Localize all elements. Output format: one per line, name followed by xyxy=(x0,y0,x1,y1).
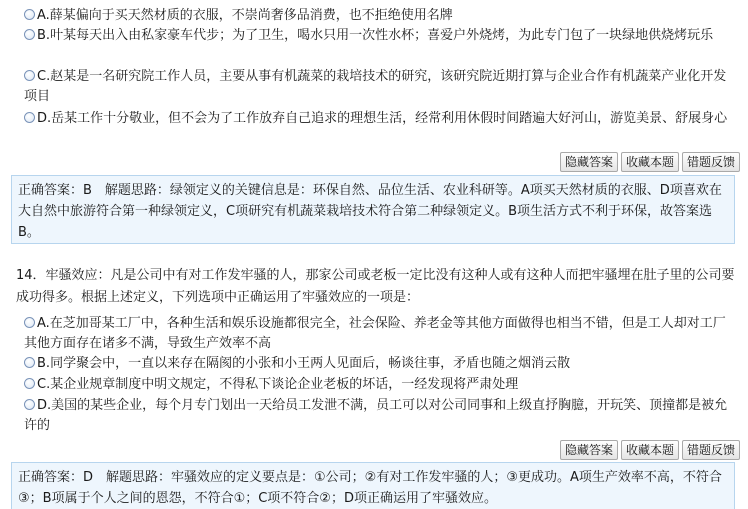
option-letter: A. xyxy=(37,8,50,23)
radio-icon[interactable] xyxy=(24,357,35,368)
favorite-button[interactable]: 收藏本题 xyxy=(621,440,679,460)
option-text: 某企业规章制度中明文规定，不得私下谈论企业老板的坏话，一经发现将严肃处理 xyxy=(50,377,519,392)
radio-icon[interactable] xyxy=(24,317,35,328)
hide-answer-button[interactable]: 隐藏答案 xyxy=(560,440,618,460)
hide-answer-button[interactable]: 隐藏答案 xyxy=(560,152,618,172)
favorite-button[interactable]: 收藏本题 xyxy=(621,152,679,172)
q13-option-b[interactable] xyxy=(24,26,736,46)
q13-option-c[interactable] xyxy=(24,67,736,107)
q14-option-d[interactable] xyxy=(24,396,736,436)
option-text: 叶某每天出入由私家豪车代步；为了卫生，喝水只用一次性水杯；喜爱户外烧烤，为此专门包了一块绿地供烧烤玩乐 xyxy=(50,28,714,43)
option-letter: D. xyxy=(37,111,52,126)
radio-icon[interactable] xyxy=(24,378,35,389)
q13-toolbar xyxy=(560,152,740,172)
radio-icon[interactable] xyxy=(24,29,35,40)
option-text: 薛某偏向于买天然材质的衣服，不崇尚奢侈品消费，也不拒绝使用名牌 xyxy=(49,8,453,23)
answer-text: 正确答案：B 解题思路：绿领定义的关键信息是：环保自然、品位生活、农业科研等。A项买天然材质的衣服、D项喜欢在大自然中旅游符合第一种绿领定义，C项研究有机蔬菜栽培技术符合第二种绿领定义。B项生活方式不利于环保，故答案选B。 xyxy=(18,183,722,240)
option-letter: B. xyxy=(37,356,51,371)
option-text: 美国的某些企业，每个月专门划出一天给员工发泄不满，员工可以对公司同事和上级直抒胸臆，开玩笑、顶撞都是被允许的 xyxy=(24,398,728,433)
q13-option-a[interactable] xyxy=(24,6,736,26)
q13-option-d[interactable] xyxy=(24,109,736,129)
option-letter: A. xyxy=(37,316,50,331)
option-text: 在芝加哥某工厂中，各种生活和娱乐设施都很完全，社会保险、养老金等其他方面做得也相当不错，但是工人却对工厂其他方面存在诸多不满，导致生产效率不高 xyxy=(24,316,726,351)
answer-text: 正确答案：D 解题思路：牢骚效应的定义要点是：①公司；②有对工作发牢骚的人；③更成功。A项生产效率不高，不符合③；B项属于个人之间的恩怨，不符合①；C项不符合②；D项正确运用了牢骚效应。 xyxy=(18,470,722,506)
option-letter: D. xyxy=(37,398,52,413)
option-text: 赵某是一名研究院工作人员，主要从事有机蔬菜的栽培技术的研究，该研究院近期打算与企业合作有机蔬菜产业化开发项目 xyxy=(24,69,727,104)
radio-icon[interactable] xyxy=(24,112,35,123)
report-error-button[interactable]: 错题反馈 xyxy=(682,152,740,172)
option-text: 同学聚会中，一直以来存在隔阂的小张和小王两人见面后，畅谈往事，矛盾也随之烟消云散 xyxy=(50,356,571,371)
q14-toolbar xyxy=(560,440,740,460)
q14-answer-panel xyxy=(11,462,735,509)
option-letter: C. xyxy=(37,69,51,84)
q14-stem xyxy=(16,265,736,309)
radio-icon[interactable] xyxy=(24,399,35,410)
option-letter: C. xyxy=(37,377,51,392)
q14-option-a[interactable] xyxy=(24,314,736,354)
option-letter: B. xyxy=(37,28,51,43)
radio-icon[interactable] xyxy=(24,9,35,20)
q13-answer-panel xyxy=(11,175,735,244)
q14-option-c[interactable] xyxy=(24,375,736,395)
q14-option-b[interactable] xyxy=(24,354,736,374)
radio-icon[interactable] xyxy=(24,70,35,81)
report-error-button[interactable]: 错题反馈 xyxy=(682,440,740,460)
option-text: 岳某工作十分敬业，但不会为了工作放弃自己追求的理想生活，经常利用休假时间踏遍大好河山，游览美景、舒展身心 xyxy=(51,111,728,126)
question-text: 14．牢骚效应：凡是公司中有对工作发牢骚的人，那家公司或老板一定比没有这种人或有这种人而把牢骚埋在肚子里的公司要成功得多。根据上述定义，下列选项中正确运用了牢骚效应的一项是： xyxy=(16,268,735,305)
